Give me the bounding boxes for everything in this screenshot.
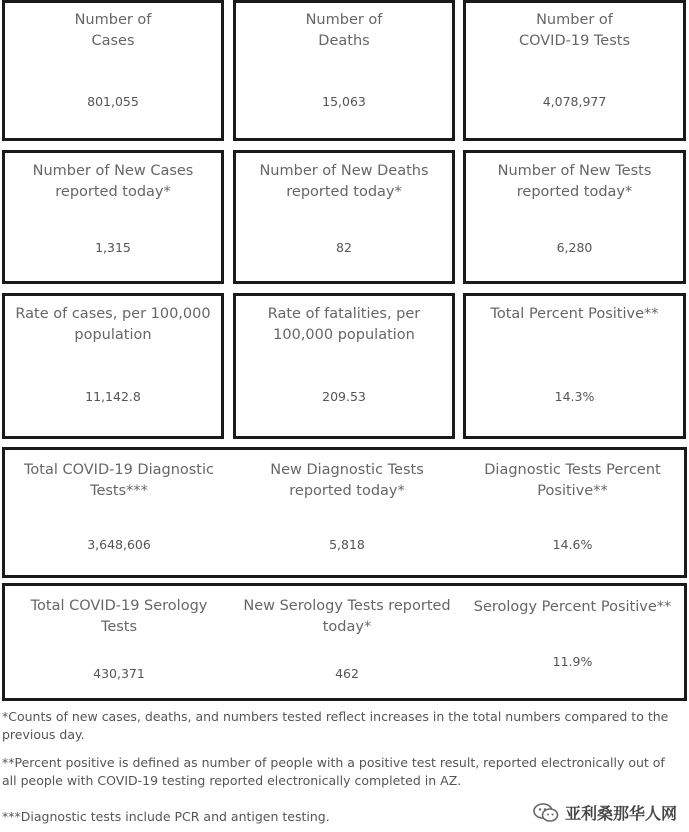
card-value: 82: [336, 240, 352, 255]
footnote-percent-positive: **Percent positive is defined as number of people with a positive test result, reported electronically out of all people with COVID-19 testing reported electronically completed in AZ.: [2, 755, 665, 788]
card-label: Number of New Tests reported today*: [497, 163, 652, 200]
card-value: 11,142.8: [85, 389, 141, 404]
card-value: 11.9%: [552, 654, 593, 669]
serology-total: [5, 586, 233, 698]
footnote-diagnostic-tests: ***Diagnostic tests include PCR and antigen testing.: [2, 809, 330, 824]
card-label: Rate of fatalities, per 100,000 population: [267, 306, 421, 343]
footnote-new-counts: *Counts of new cases, deaths, and numbers tested reflect increases in the total numbers compared to the previous day.: [2, 709, 669, 742]
card-label: Number of New Cases reported today*: [32, 163, 194, 200]
diagnostic-new: [233, 450, 461, 575]
card-value: 430,371: [93, 666, 145, 681]
card-case-rate: [2, 293, 224, 439]
card-value: 14.3%: [554, 389, 595, 404]
card-value: 4,078,977: [542, 94, 607, 109]
card-new-deaths: [233, 150, 455, 284]
card-label: Diagnostic Tests Percent Positive**: [484, 462, 661, 499]
card-tests: [463, 0, 686, 141]
card-value: 801,055: [87, 94, 139, 109]
diagnostic-total: [5, 450, 233, 575]
card-label: Total Percent Positive**: [490, 306, 659, 322]
card-new-tests: [463, 150, 686, 284]
card-label: New Diagnostic Tests reported today*: [270, 462, 424, 499]
card-label: Total COVID-19 Diagnostic Tests***: [24, 462, 214, 499]
card-value: 3,648,606: [87, 537, 151, 552]
card-label: New Serology Tests reported today*: [243, 598, 451, 635]
card-label: Number of New Deaths reported today*: [259, 163, 429, 200]
card-diagnostic-tests: [2, 447, 687, 578]
card-percent-positive: [463, 293, 686, 439]
watermark-text: 亚利桑那华人网: [564, 804, 677, 823]
serology-new: [233, 586, 461, 698]
card-deaths: [233, 0, 455, 141]
watermark: [533, 801, 677, 824]
diagnostic-percent: [461, 450, 684, 575]
card-value: 6,280: [556, 240, 593, 255]
card-label: Serology Percent Positive**: [473, 599, 672, 615]
card-serology-tests: [2, 583, 687, 701]
card-new-cases: [2, 150, 224, 284]
card-label: Rate of cases, per 100,000 population: [15, 306, 211, 343]
card-value: 15,063: [322, 94, 366, 109]
card-label: Number of COVID-19 Tests: [518, 12, 631, 49]
card-cases: [2, 0, 224, 141]
wechat-icon: [533, 803, 559, 823]
card-value: 1,315: [95, 240, 131, 255]
card-value: 14.6%: [552, 537, 593, 552]
card-fatality-rate: [233, 293, 455, 439]
serology-percent: [461, 586, 684, 698]
card-value: 5,818: [329, 537, 365, 552]
card-value: 209.53: [322, 389, 366, 404]
card-label: Number of Deaths: [305, 12, 383, 49]
card-label: Total COVID-19 Serology Tests: [30, 598, 208, 635]
card-value: 462: [335, 666, 359, 681]
card-label: Number of Cases: [74, 12, 152, 49]
